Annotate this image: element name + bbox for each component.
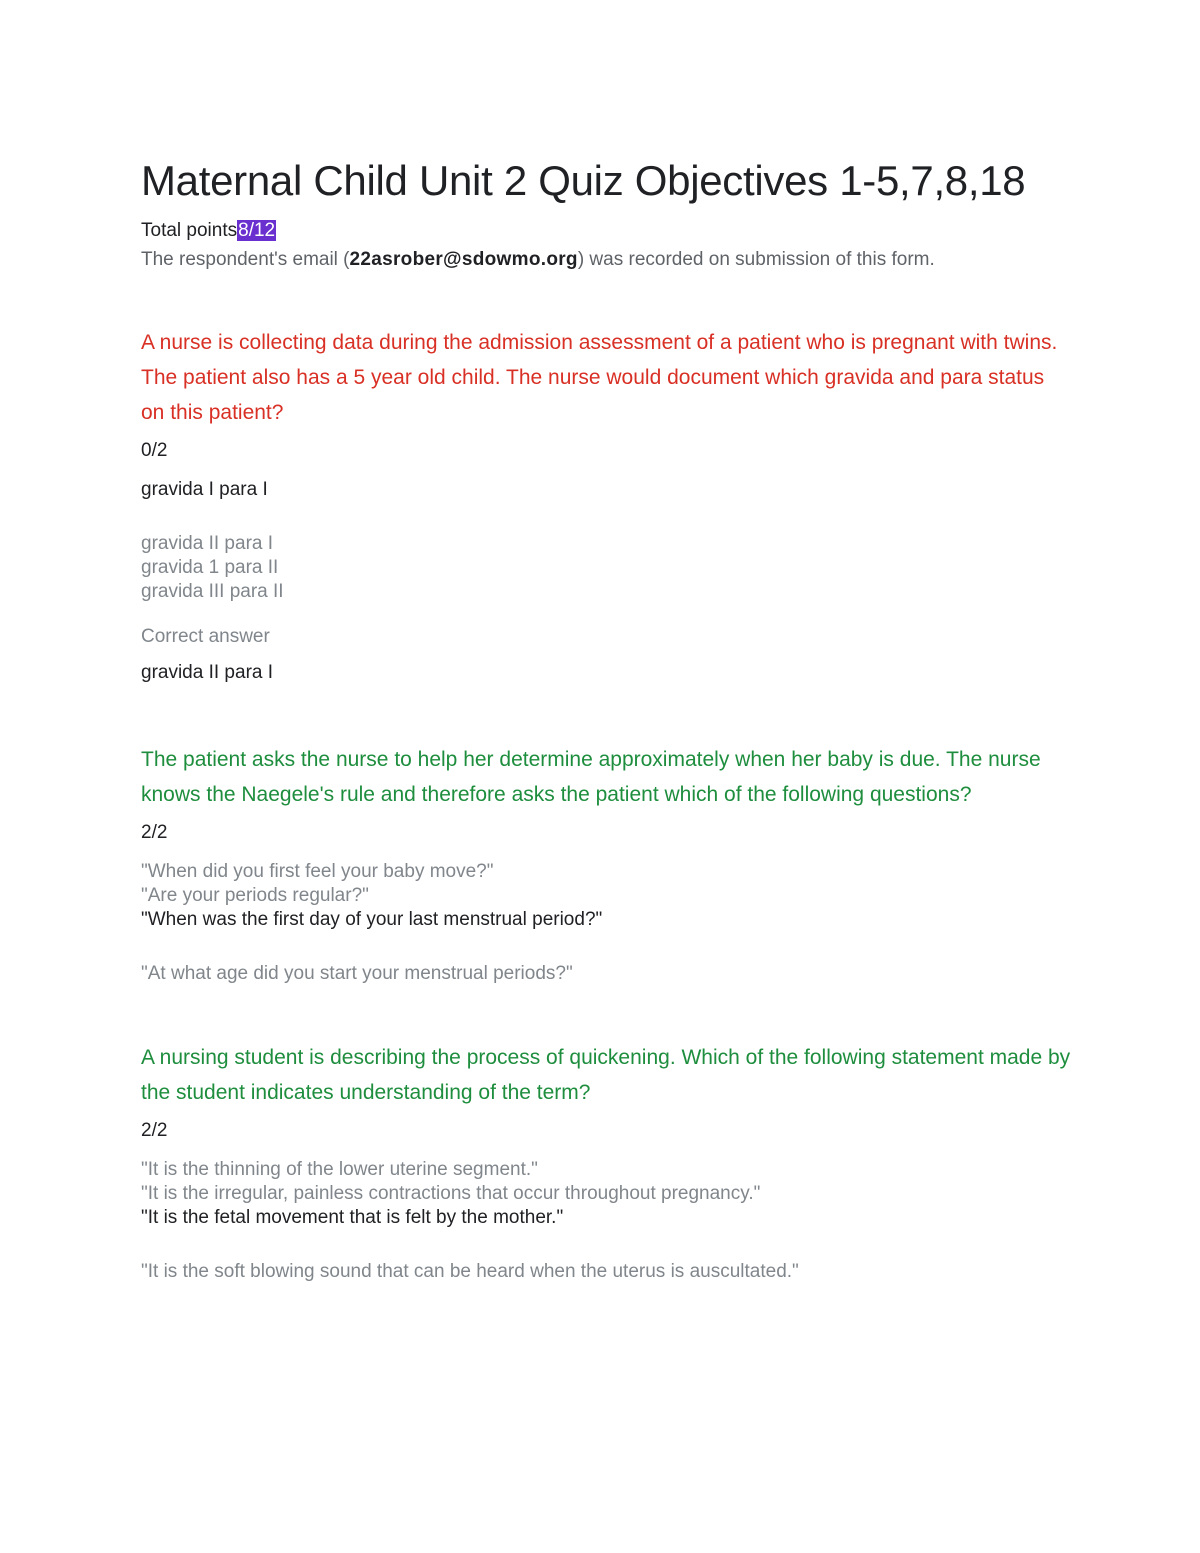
respondent-email-note [141,247,1071,273]
correct-answer: gravida II para I [141,662,274,683]
answer-option: gravida II para I [141,533,274,554]
question-text: A nurse is collecting data during the admission assessment of a patient who is pregnant with twins. The patient also has a 5 year old child. The nurse would document which gravida and para status on this patient? [141,331,1058,424]
answer-option: gravida III para II [141,581,284,602]
question-text: The patient asks the nurse to help her determine approximately when her baby is due. The nurse knows the Naegele's rule and therefore asks the patient which of the following questions? [141,748,1041,806]
question-1 [141,325,1071,686]
email-prefix: The respondent's email ( [141,249,350,270]
question-2 [141,742,1071,986]
answer-option-selected: "It is the fetal movement that is felt by the mother." [141,1207,564,1228]
respondent-email: 22asrober@sdowmo.org [349,249,578,270]
total-points-label: Total points [141,220,238,241]
question-score: 2/2 [141,822,168,843]
answer-option: "It is the soft blowing sound that can be heard when the uterus is auscultated." [141,1261,799,1282]
question-score: 0/2 [141,440,168,461]
answer-option-selected: gravida I para I [141,479,268,500]
question-score: 2/2 [141,1120,168,1141]
answer-option-selected: "When was the first day of your last menstrual period?" [141,909,603,930]
answer-option: "It is the thinning of the lower uterine segment." [141,1159,538,1180]
page-title: Maternal Child Unit 2 Quiz Objectives 1-5,7,8,18 [141,157,1026,204]
email-suffix: ) was recorded on submission of this form. [577,249,935,270]
answer-option: "At what age did you start your menstrual periods?" [141,963,573,984]
question-text: A nursing student is describing the process of quickening. Which of the following statement made by the student indicates understanding of the term? [141,1046,1071,1104]
answer-option: gravida 1 para II [141,557,279,578]
total-points-score-badge: 8/12 [238,220,276,241]
correct-answer-label: Correct answer [141,626,270,647]
answer-option: "Are your periods regular?" [141,885,369,906]
total-points [141,218,1071,244]
question-3 [141,1040,1071,1284]
quiz-results-page [141,150,1071,1284]
answer-option: "When did you first feel your baby move?" [141,861,494,882]
answer-option: "It is the irregular, painless contractions that occur throughout pregnancy." [141,1183,761,1204]
